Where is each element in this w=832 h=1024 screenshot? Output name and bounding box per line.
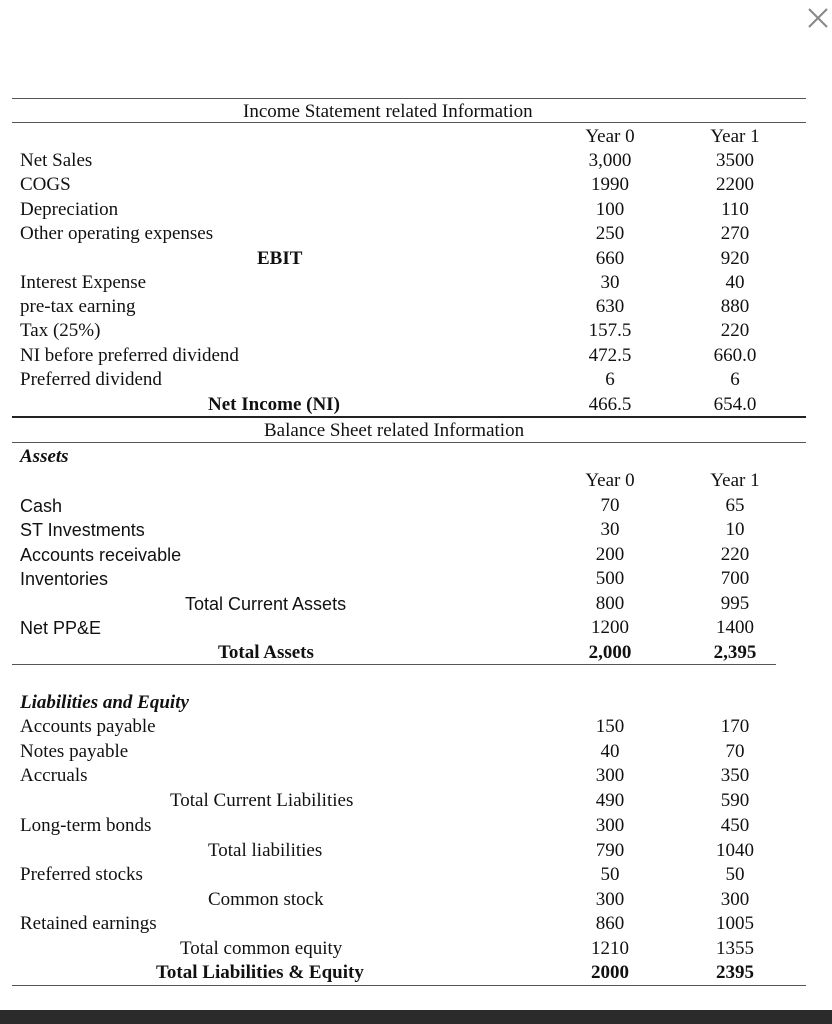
row-value-y0: 300	[595, 815, 625, 836]
row-value-y1: 170	[720, 716, 750, 737]
row-value-y0: 100	[595, 199, 625, 220]
row-value-y1: 220	[720, 544, 750, 565]
ebit-label: EBIT	[257, 248, 303, 269]
total-common-equity-label: Total common equity	[180, 938, 343, 959]
table-top-border	[12, 98, 806, 99]
row-value-y0: 1210	[591, 938, 629, 959]
row-value-y0: 157.5	[588, 320, 632, 341]
row-value-y1: 1400	[716, 617, 754, 638]
liabilities-heading: Liabilities and Equity	[20, 692, 189, 713]
row-value-y1: 700	[720, 568, 750, 589]
total-current-liabilities-label: Total Current Liabilities	[170, 790, 354, 811]
row-value-y1: 450	[720, 815, 750, 836]
row-value-y1: 2200	[716, 174, 754, 195]
row-value-y0: 70	[600, 495, 620, 516]
row-value-y1: 880	[720, 296, 750, 317]
row-value-y1: 70	[725, 741, 745, 762]
row-value-y0: 630	[595, 296, 625, 317]
row-value-y0: 472.5	[588, 345, 632, 366]
total-current-assets-label: Total Current Assets	[185, 594, 347, 614]
row-value-y0: 1990	[591, 174, 629, 195]
row-value-y0: 500	[595, 568, 625, 589]
row-value-y1: 995	[720, 593, 750, 614]
row-value-y0: 2000	[591, 962, 629, 983]
row-value-y1: 1005	[716, 913, 754, 934]
close-icon[interactable]	[806, 6, 832, 32]
row-value-y1: 220	[720, 320, 750, 341]
row-label: NI before preferred dividend	[20, 345, 239, 366]
assets-bottom-border	[12, 664, 776, 665]
row-value-y1: 590	[720, 790, 750, 811]
row-value-y1: 920	[720, 248, 750, 269]
income-statement-title: Income Statement related Information	[243, 101, 533, 122]
total-assets-label: Total Assets	[218, 642, 314, 663]
row-value-y1: 65	[725, 495, 745, 516]
row-label: COGS	[20, 174, 71, 195]
row-value-y1: 50	[725, 864, 745, 885]
row-value-y0: 300	[595, 765, 625, 786]
net-income-label: Net Income (NI)	[208, 394, 340, 415]
row-value-y0: 300	[595, 889, 625, 910]
row-value-y0: 2,000	[588, 642, 632, 663]
row-label: Depreciation	[20, 199, 119, 220]
row-label: Net PP&E	[20, 618, 102, 638]
table-bottom-border	[12, 985, 806, 986]
row-value-y0: 150	[595, 716, 625, 737]
income-year1-header: Year 1	[710, 126, 760, 147]
common-stock-label: Common stock	[208, 889, 324, 910]
balance-year1-header: Year 1	[710, 470, 760, 491]
row-value-y0: 6	[605, 369, 615, 390]
row-label: pre-tax earning	[20, 296, 136, 317]
row-value-y0: 30	[600, 272, 620, 293]
row-value-y1: 2,395	[713, 642, 757, 663]
row-value-y0: 30	[600, 519, 620, 540]
row-label: Accounts receivable	[20, 545, 182, 565]
row-value-y0: 860	[595, 913, 625, 934]
income-title-underline	[12, 122, 806, 123]
balance-title-underline	[12, 442, 806, 443]
row-value-y0: 1200	[591, 617, 629, 638]
row-value-y0: 490	[595, 790, 625, 811]
income-bottom-border	[12, 416, 806, 418]
row-value-y1: 6	[730, 369, 740, 390]
row-value-y1: 3500	[716, 150, 754, 171]
row-value-y1: 10	[725, 519, 745, 540]
row-label: Other operating expenses	[20, 223, 214, 244]
row-value-y1: 660.0	[713, 345, 757, 366]
row-value-y1: 1355	[716, 938, 754, 959]
row-label: Accounts payable	[20, 716, 156, 737]
row-value-y0: 50	[600, 864, 620, 885]
row-label: Long-term bonds	[20, 815, 152, 836]
row-value-y1: 2395	[716, 962, 754, 983]
row-label: Preferred dividend	[20, 369, 162, 390]
row-value-y0: 200	[595, 544, 625, 565]
row-value-y0: 3,000	[588, 150, 632, 171]
balance-sheet-title: Balance Sheet related Information	[264, 420, 525, 441]
row-value-y0: 790	[595, 840, 625, 861]
row-label: Preferred stocks	[20, 864, 143, 885]
row-value-y0: 466.5	[588, 394, 632, 415]
assets-heading: Assets	[20, 446, 69, 467]
row-value-y1: 40	[725, 272, 745, 293]
row-label: Notes payable	[20, 741, 129, 762]
row-value-y1: 654.0	[713, 394, 757, 415]
row-label: Retained earnings	[20, 913, 157, 934]
row-label: Accruals	[20, 765, 88, 786]
row-label: Net Sales	[20, 150, 93, 171]
row-value-y1: 1040	[716, 840, 754, 861]
row-value-y1: 270	[720, 223, 750, 244]
row-label: Tax (25%)	[20, 320, 101, 341]
row-value-y1: 110	[721, 199, 749, 220]
row-label: ST Investments	[20, 520, 145, 540]
row-label: Cash	[20, 496, 63, 516]
row-value-y1: 350	[720, 765, 750, 786]
balance-year0-header: Year 0	[585, 470, 635, 491]
row-value-y0: 250	[595, 223, 625, 244]
income-year0-header: Year 0	[585, 126, 635, 147]
row-value-y1: 300	[720, 889, 750, 910]
row-value-y0: 40	[600, 741, 620, 762]
row-value-y0: 660	[595, 248, 625, 269]
row-label: Inventories	[20, 569, 109, 589]
row-label: Interest Expense	[20, 272, 147, 293]
bottom-bar	[0, 1010, 832, 1024]
total-liabilities-equity-label: Total Liabilities & Equity	[156, 962, 364, 983]
row-value-y0: 800	[595, 593, 625, 614]
total-liabilities-label: Total liabilities	[208, 840, 323, 861]
